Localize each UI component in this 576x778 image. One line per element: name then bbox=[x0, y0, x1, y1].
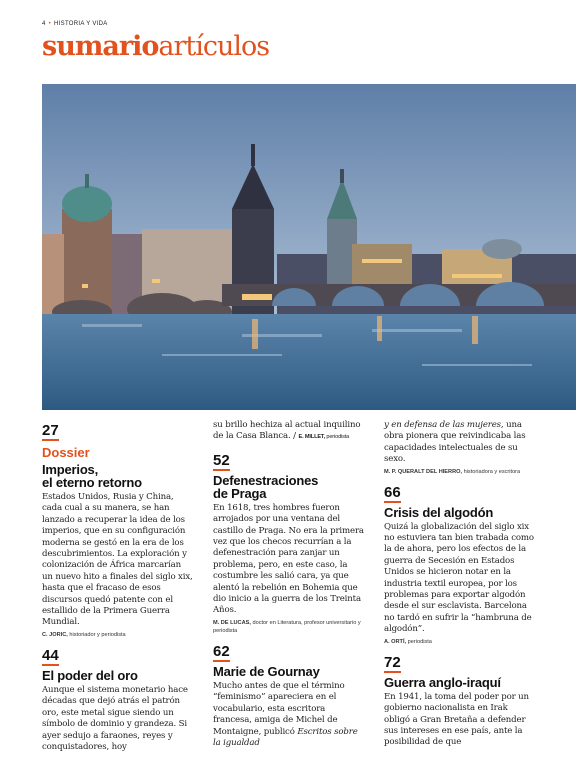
running-header bbox=[42, 21, 108, 27]
summary-text: una obra pionera que reivindicaba las capacidades intelectuales de su sexo. bbox=[384, 420, 526, 465]
article-number: 62 bbox=[213, 642, 230, 660]
summary-text: su brillo hechiza al actual inquilino de la Casa Blanca. / bbox=[213, 420, 361, 442]
article-byline bbox=[42, 631, 194, 639]
summary-text: Mucho antes de que el término “feminismo” apareciera en el vocabulario, esta escritora francesa, amiga de Michel de Montaigne, publicó bbox=[213, 680, 345, 737]
article-summary-continued bbox=[384, 420, 536, 466]
article-summary: Estados Unidos, Rusia y China, cada cual a su manera, se han lanzado a recuperar la idea de los imperios, que en su configuración moderna se gestó en la era de los descubrimientos. La exploración y colonización de África marcarían un nuevo hito a finales del siglo xix, hasta que el fracaso de esos discursos quedó patente con el estallido de la Primera Guerra Mundial. bbox=[42, 492, 193, 628]
prague-photo bbox=[42, 84, 576, 410]
page-title bbox=[42, 32, 269, 62]
column-3 bbox=[384, 420, 536, 749]
magazine-name: HISTORIA Y VIDA bbox=[54, 21, 108, 27]
dome-right bbox=[482, 239, 522, 259]
article-headline: Guerra anglo-iraquí bbox=[384, 674, 501, 690]
author-role: historiadora y escritora bbox=[463, 468, 521, 475]
article-summary: En 1941, la toma del poder por un gobierno nacionalista en Irak obligó a Gran Bretaña a defender sus intereses en ese país, ante la posibilidad de que bbox=[384, 691, 529, 748]
domed-church bbox=[62, 174, 112, 319]
article-headline: Marie de Gournay bbox=[213, 663, 320, 679]
article-number: 72 bbox=[384, 653, 401, 671]
author-name: C. JORIC, bbox=[42, 631, 68, 638]
article-headline bbox=[213, 474, 365, 500]
title-bold: sumario bbox=[42, 31, 159, 62]
article-headline: El poder del oro bbox=[42, 667, 138, 683]
article-number: 66 bbox=[384, 483, 401, 501]
author-role: periodista bbox=[326, 434, 350, 441]
headline-line-2: el eterno retorno bbox=[42, 475, 142, 490]
author-name: M. DE LUCAS, bbox=[213, 619, 251, 626]
charles-bridge bbox=[222, 282, 576, 306]
article-summary: En 1618, tres hombres fueron arrojados por una ventana del castillo de Praga. No era la primera vez que los checos recurrían a la defenestración para zanjar un problema, pero, en este caso, la costumbre les salió cara, ya que alentó la rebelión en Bohemia que dio inicio a la guerra de los Treinta Años. bbox=[213, 502, 364, 616]
author-role: doctor en Literatura, profesor universitario y periodista bbox=[213, 619, 361, 634]
article-summary: Aunque el sistema monetario hace décadas que dejó atrás el patrón oro, este metal sigue siendo un símbolo de dominio y grandeza. Si ayer sedujo a faraones, reyes y conquistadores, hoy bbox=[42, 684, 188, 752]
article-summary-continued bbox=[213, 420, 365, 444]
river bbox=[42, 314, 576, 410]
column-2 bbox=[213, 420, 365, 749]
article-number: 27 bbox=[42, 422, 59, 439]
article-byline bbox=[213, 619, 365, 635]
column-1 bbox=[42, 420, 194, 753]
article-summary: Quizá la globalización del siglo xix no estuviera tan bien trabada como la de ahora, pero los efectos de la guerra de Secesión en Estados Unidos se hicieron notar en la industria textil europea, por los problemas para exportar algodón desde el sur esclavista. Barcelona no tardó en sufrir la “hambruna de algodón”. bbox=[384, 521, 534, 635]
headline-line-1: Defenestraciones bbox=[213, 472, 319, 488]
author-name: E. MILLET, bbox=[298, 434, 325, 441]
author-role: historiador y periodista bbox=[69, 631, 126, 638]
author-role: periodista bbox=[407, 638, 432, 645]
article-number: 52 bbox=[213, 451, 230, 469]
article-headline bbox=[42, 463, 194, 489]
bullet-icon: • bbox=[48, 21, 52, 27]
page-number: 4 bbox=[42, 21, 46, 27]
article-headline: Crisis del algodón bbox=[384, 504, 494, 520]
article-summary bbox=[213, 681, 365, 749]
headline-line-1: Imperios, bbox=[42, 462, 98, 477]
author-name: A. ORTÍ, bbox=[384, 638, 407, 645]
headline-line-2: de Praga bbox=[213, 485, 267, 501]
article-number: 44 bbox=[42, 646, 59, 664]
article-byline bbox=[384, 468, 536, 476]
author-name: M. P. QUERALT DEL HIERRO, bbox=[384, 468, 463, 475]
book-title: y en defensa de las mujeres, bbox=[384, 420, 504, 430]
left-building bbox=[42, 234, 64, 314]
book-title: Escritos sobre la igualdad bbox=[213, 726, 358, 748]
section-label: Dossier bbox=[42, 445, 90, 460]
title-light: artículos bbox=[158, 31, 270, 62]
article-byline bbox=[384, 638, 536, 646]
